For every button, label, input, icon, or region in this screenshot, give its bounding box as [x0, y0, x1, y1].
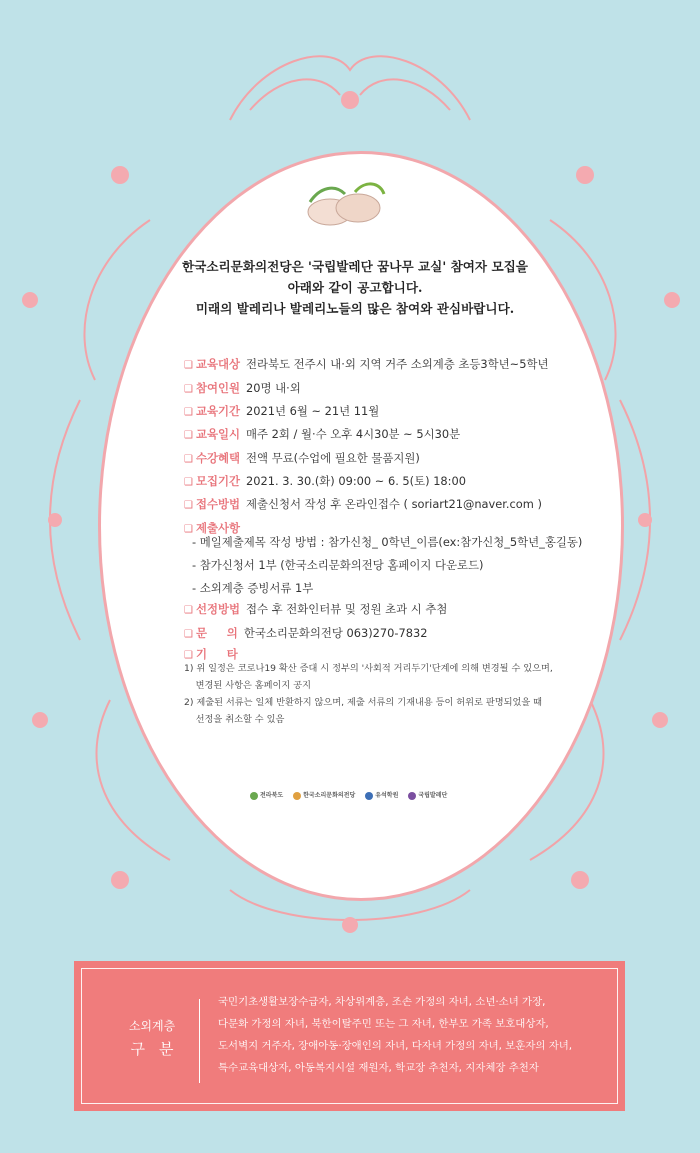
checkbox-bullet-icon: ❑ — [184, 650, 193, 661]
info-key: 참여인원 — [195, 381, 240, 395]
info-key: 선정방법 — [195, 602, 240, 616]
eligibility-line: 특수교육대상자, 아동복지시설 재원자, 학교장 추천자, 지자체장 추천자 — [218, 1062, 539, 1074]
checkbox-bullet-icon: ❑ — [184, 384, 193, 395]
info-item — [184, 403, 379, 419]
info-key: 교육기간 — [195, 404, 240, 418]
info-item — [184, 450, 420, 466]
note-line: 선정을 취소할 수 있음 — [184, 714, 285, 725]
info-value: 2021. 3. 30.(화) 09:00 ~ 6. 5(토) 18:00 — [245, 474, 467, 488]
checkbox-bullet-icon: ❑ — [184, 605, 193, 616]
checkbox-bullet-icon: ❑ — [184, 360, 193, 371]
info-key: 제출사항 — [195, 521, 240, 535]
info-item — [184, 496, 542, 512]
info-value: 제출신청서 작성 후 온라인접수 ( soriart21@naver.com ) — [245, 497, 542, 511]
info-value: 전액 무료(수업에 필요한 물품지원) — [245, 451, 420, 465]
checkbox-bullet-icon: ❑ — [184, 454, 193, 465]
note-line: 변경된 사항은 홈페이지 공지 — [184, 680, 311, 691]
eligibility-line: 국민기초생활보장수급자, 차상위계층, 조손 가정의 자녀, 소년·소녀 가장, — [218, 996, 546, 1008]
submission-item: - 소외계층 증빙서류 1부 — [192, 581, 314, 595]
panel-border — [81, 968, 618, 1104]
info-item — [184, 426, 460, 442]
submission-item: - 참가신청서 1부 (한국소리문화의전당 홈페이지 다운로드) — [192, 558, 484, 572]
info-value: 한국소리문화의전당 063)270-7832 — [243, 626, 428, 640]
checkbox-bullet-icon: ❑ — [184, 430, 193, 441]
intro-line: 한국소리문화의전당은 '국립발레단 꿈나무 교실' 참여자 모집을 — [182, 259, 528, 274]
submission-item: - 메일제출제목 작성 방법 : 참가신청_ 0학년_이름(ex:참가신청_5학년_홍길동) — [192, 535, 583, 549]
note-line: 1) 위 일정은 코로나19 확산 증대 시 정부의 '사회적 거리두기'단계에 의해 변경될 수 있으며, — [184, 663, 553, 674]
info-item — [184, 380, 301, 396]
logo-ballet: 국립발레단 — [408, 790, 447, 800]
divider — [199, 999, 200, 1083]
intro-line: 아래와 같이 공고합니다. — [287, 280, 423, 295]
info-item — [184, 625, 428, 641]
info-key: 기 타 — [195, 647, 238, 661]
info-value: 2021년 6월 ~ 21년 11월 — [245, 404, 380, 418]
info-value: 전라북도 전주시 내·외 지역 거주 소외계층 초등3학년~5학년 — [245, 357, 549, 371]
info-value: 20명 내·외 — [245, 381, 301, 395]
sponsor-logos — [250, 790, 460, 806]
eligibility-panel — [74, 961, 625, 1111]
category-title: 소외계층 — [128, 1019, 176, 1033]
eligibility-line: 도서벽지 거주자, 장애아동·장애인의 자녀, 다자녀 가정의 자녀, 보훈자의 자녀, — [218, 1040, 573, 1052]
info-key: 모집기간 — [195, 474, 240, 488]
eligibility-line: 다문화 가정의 자녀, 북한이탈주민 또는 그 자녀, 한부모 가족 보호대상자, — [218, 1018, 549, 1030]
logo-jeonbuk: 전라북도 — [250, 790, 283, 800]
info-key: 문 의 — [195, 626, 238, 640]
info-value: 접수 후 전화인터뷰 및 정원 초과 시 추첨 — [245, 602, 448, 616]
eligibility-text — [218, 991, 618, 1079]
checkbox-bullet-icon: ❑ — [184, 500, 193, 511]
category-label — [112, 1017, 192, 1059]
info-value: 매주 2회 / 월·수 오후 4시30분 ~ 5시30분 — [245, 427, 461, 441]
info-key: 교육대상 — [195, 357, 240, 371]
checkbox-bullet-icon: ❑ — [184, 524, 193, 535]
info-item — [184, 356, 548, 372]
checkbox-bullet-icon: ❑ — [184, 407, 193, 418]
logo-sori: 한국소리문화의전당 — [293, 790, 355, 800]
info-key: 수강혜택 — [195, 451, 240, 465]
note-line: 2) 제출된 서류는 일체 반환하지 않으며, 제출 서류의 기재내용 등이 허위로 판명되었을 때 — [184, 697, 543, 708]
info-item — [184, 601, 447, 617]
checkbox-bullet-icon: ❑ — [184, 477, 193, 488]
info-key: 접수방법 — [195, 497, 240, 511]
checkbox-bullet-icon: ❑ — [184, 629, 193, 640]
intro-line: 미래의 발레리나 발레리노들의 많은 참여와 관심바랍니다. — [195, 301, 515, 316]
ballet-shoes-icon — [300, 172, 390, 234]
intro-text — [130, 256, 580, 319]
logo-yuseok: 유석학원 — [365, 790, 398, 800]
info-item — [184, 473, 466, 489]
category-subtitle: 구분 — [130, 1040, 188, 1058]
info-key: 교육일시 — [195, 427, 240, 441]
